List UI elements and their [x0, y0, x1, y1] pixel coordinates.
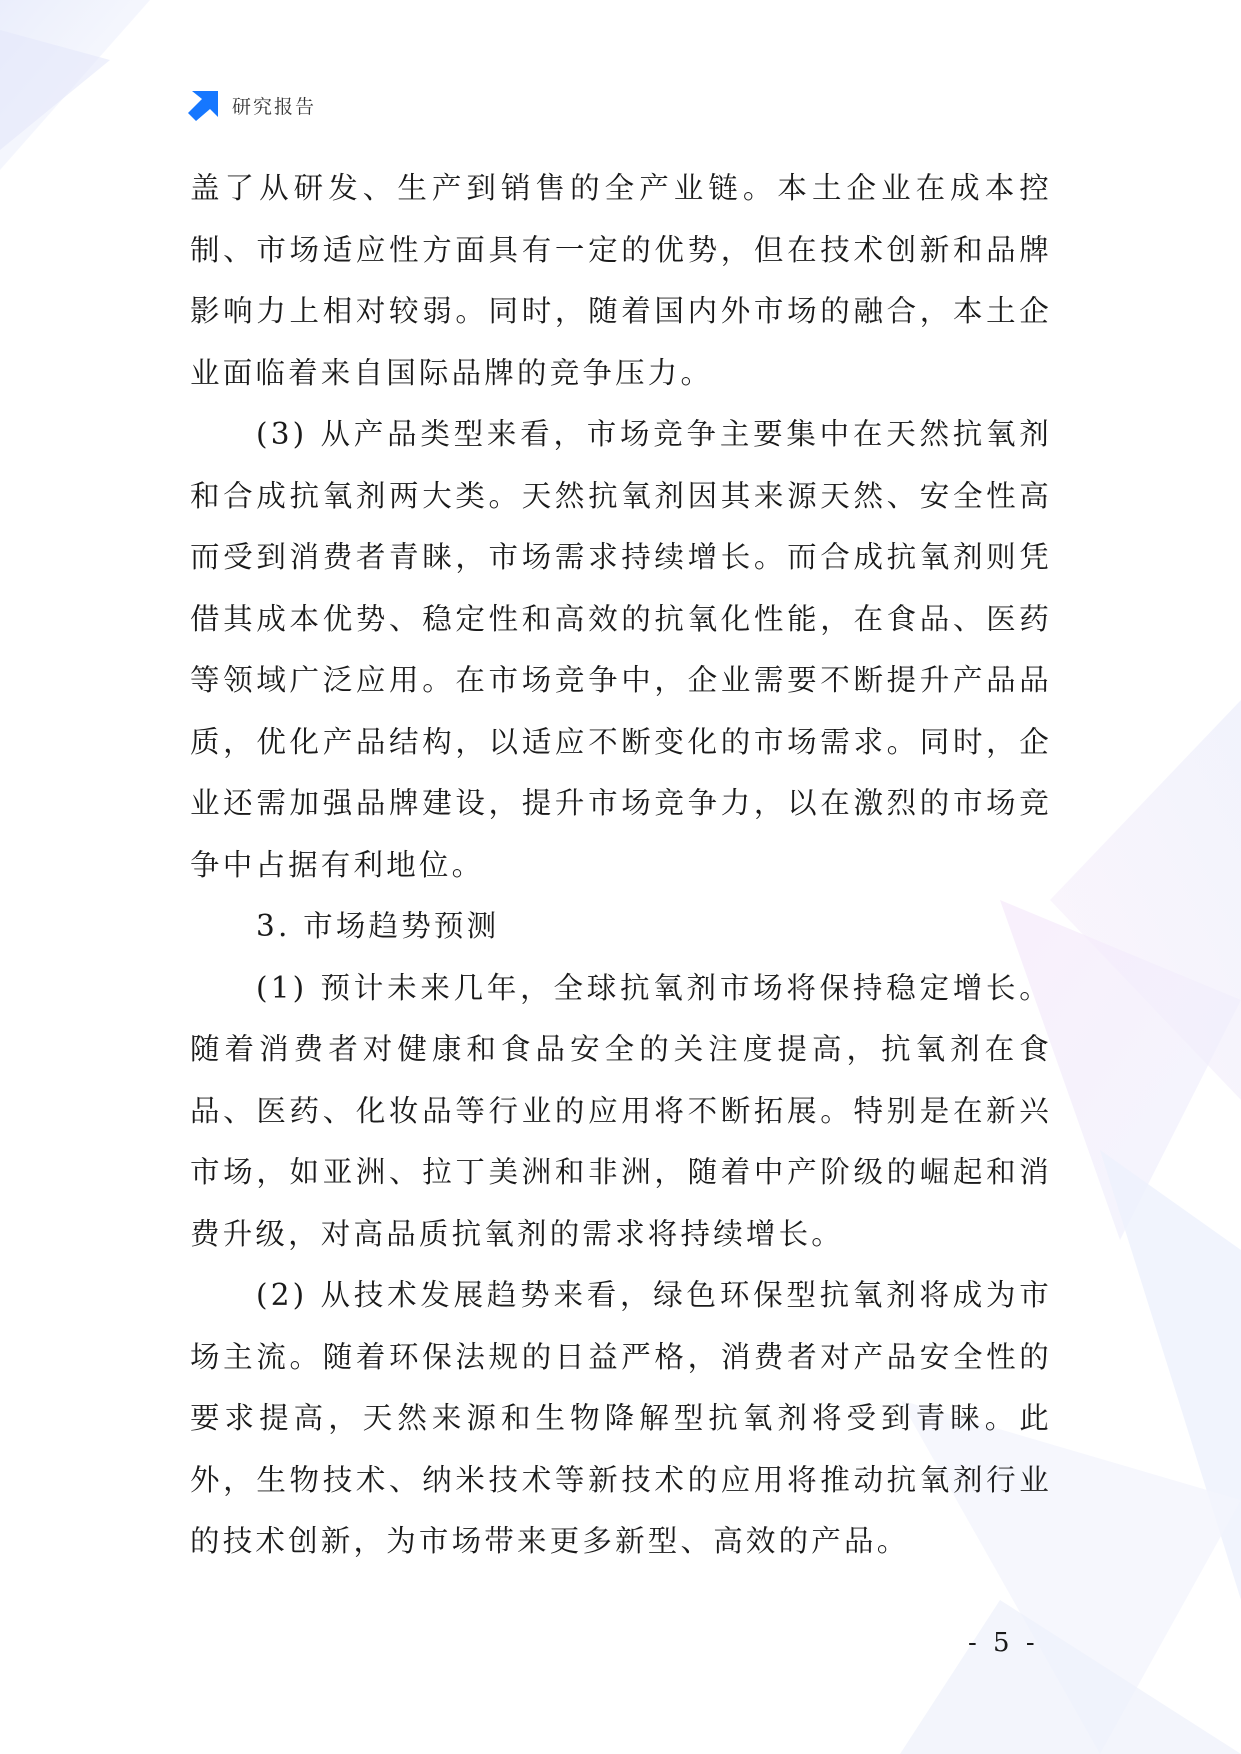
paragraph-product-types: (3) 从产品类型来看，市场竞争主要集中在天然抗氧剂和合成抗氧剂两大类。天然抗氧剂因其来源天然、安全性高而受到消费者青睐，市场需求持续增长。而合成抗氧剂则凭借其成本优势、稳定性和高效的抗氧化性能，在食品、医药等领域广泛应用。在市场竞争中，企业需要不断提升产品品质，优化产品结构，以适应不断变化的市场需求。同时，企业还需加强品牌建设，提升市场竞争力，以在激烈的市场竞争中占据有利地位。	[190, 417, 1052, 882]
paragraph-tech-trends: (2) 从技术发展趋势来看，绿色环保型抗氧剂将成为市场主流。随着环保法规的日益严格，消费者对产品安全性的要求提高，天然来源和生物降解型抗氧剂将受到青睐。此外，生物技术、纳米技术等新技术的应用将推动抗氧剂行业的技术创新，为市场带来更多新型、高效的产品。	[190, 1278, 1052, 1558]
page-number: - 5 -	[968, 1628, 1039, 1658]
report-label: 研究报告	[232, 95, 317, 118]
section-heading-trends: 3. 市场趋势预测	[256, 909, 500, 943]
page-header	[188, 88, 316, 122]
arrow-logo-icon	[188, 89, 220, 121]
paragraph-continuation: 盖了从研发、生产到销售的全产业链。本土企业在成本控制、市场适应性方面具有一定的优势，但在技术创新和品牌影响力上相对较弱。同时，随着国内外市场的融合，本土企业面临着来自国际品牌的竞争压力。	[190, 171, 1052, 390]
document-body	[190, 158, 1052, 1573]
paragraph-growth-forecast: (1) 预计未来几年，全球抗氧剂市场将保持稳定增长。随着消费者对健康和食品安全的关注度提高，抗氧剂在食品、医药、化妆品等行业的应用将不断拓展。特别是在新兴市场，如亚洲、拉丁美洲和非洲，随着中产阶级的崛起和消费升级，对高品质抗氧剂的需求将持续增长。	[190, 970, 1052, 1251]
